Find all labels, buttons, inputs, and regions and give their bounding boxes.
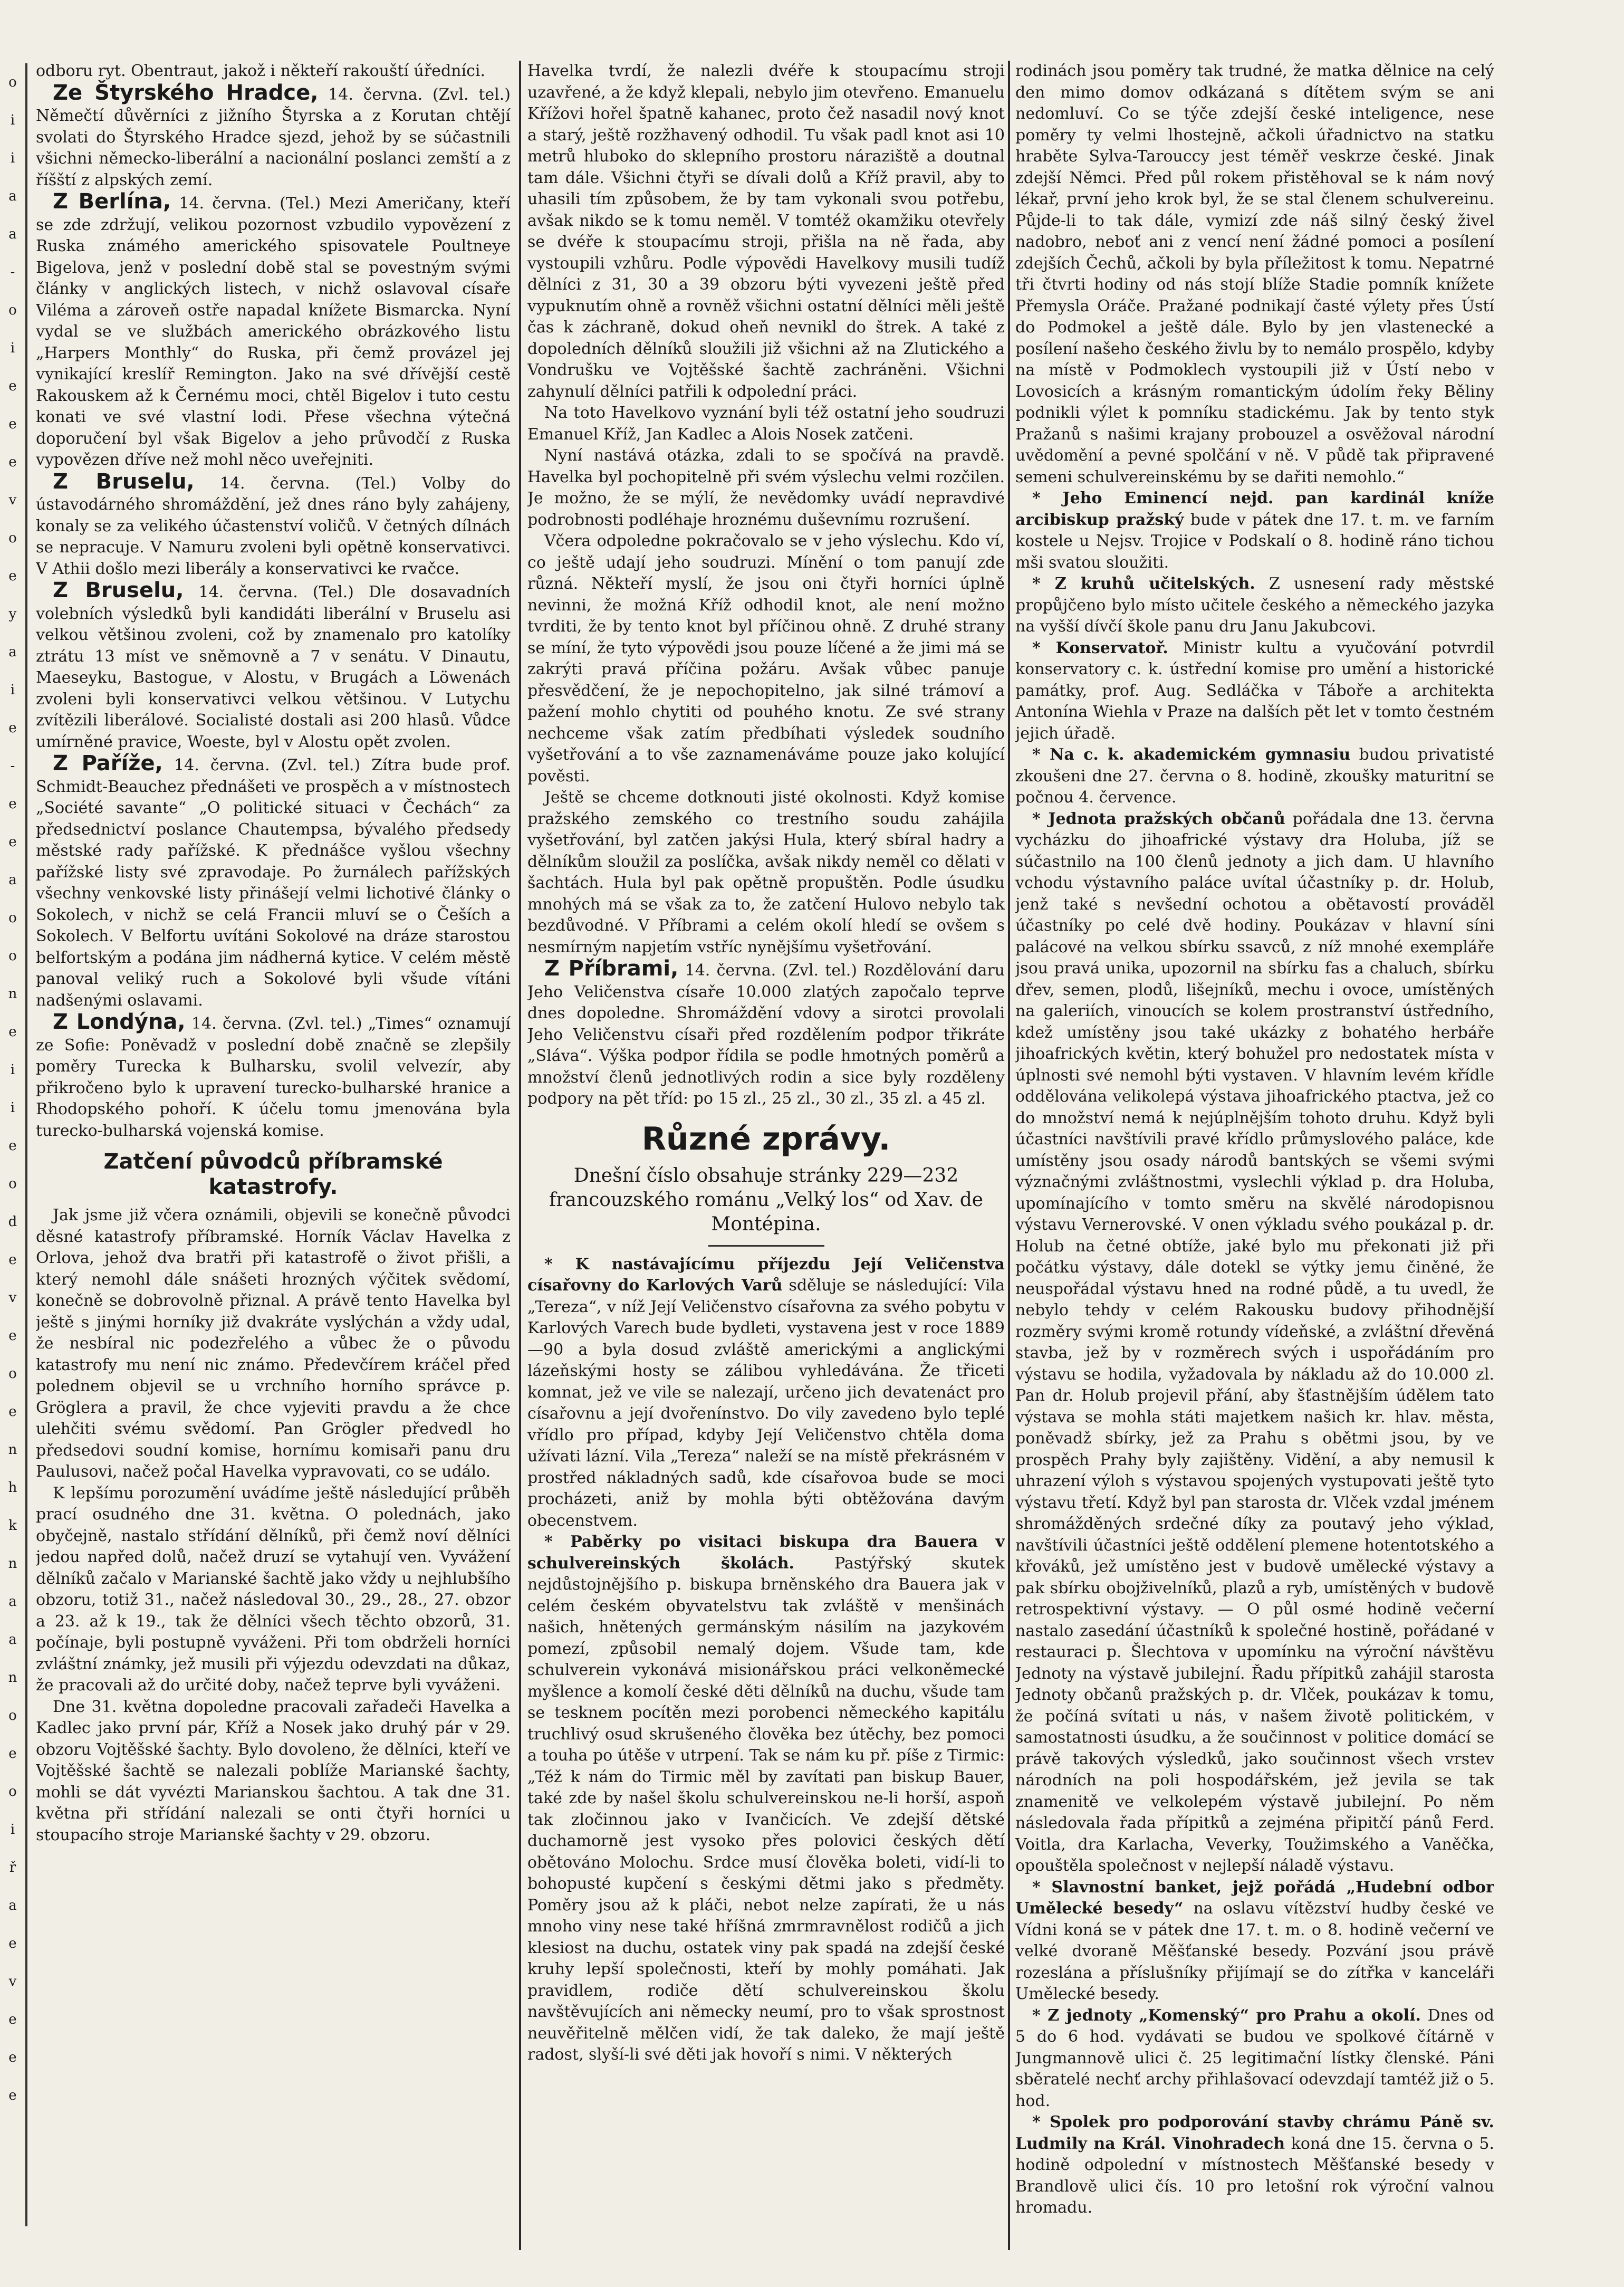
margin-letter: v <box>8 1974 17 1989</box>
item-spolek-heading: * Spolek pro podporování stavby chrámu Páně sv. Ludmily na Král. Vinohradech <box>1015 2113 1494 2153</box>
margin-letter: i <box>10 112 15 128</box>
item-komensky-heading: * Z jednoty „Komenský“ pro Prahu a okolí. <box>1032 2006 1421 2025</box>
intro-paragraph: odboru ryt. Obentraut, jakož i někteří rakouští úředníci. <box>36 62 486 80</box>
item-unity-text: pořádala dne 13. června vycházku do jihoafrické výstavy dra Holuba, jíž se súčastnilo na 100 členů jednoty a jich dam. U hlavního vchodu výstavního paláce uvítal účastníky p. dr. Holub, jenž také s nevšední ochotou a obětavostí prováděl účastníky po celé dvě hodiny. Poukázav v hlavní síni palácové na velkou sbírku ssavců, z níž mnohé exempláře jsou pravá unika, upozornil na sbírku fas a chaluch, sbírku dřev, semen, plodů, lišejníků, mechu i ovoce, umístěných na galeriích, vinoucích se kolem prostranství ústředního, kdež umístěny jsou také ukázky z bohatého herbáře jihoafrických květin, který bohužel pro nedostatek místa v úplnosti své nemohl býti vystaven. V hlavním levém křídle oddělována velikolepá výstava jihoafrického ptactva, jež co do množství nemá k nejúplnějším tohoto druhu. Když byli účastníci navštívili pravé křídlo průmyslového paláce, kde umístěny jsou osady národů bantských se všemi svými význačnými zvláštnostmi, vyslechli výklad p. dra Holuba, upomínajícího v tomto směru na skvělé národopisnou výstavu Vernerovské. V onen výkladu svého poukázal p. dr. Holub na četné obtíže, jaké bylo mu překonati již při počátku výstavy, dále dotekl se výtky jemu činěné, že neuspořádal výstavu hned na rodné půdě, a tu uvedl, že nebylo tehdy v celém Rakousku budovy přihodnější rozměry svými kromě rotundy vídeňské, a zvláštní dřevěná stavba, jež by v rozměrech svých i uspořádáním pro výstavu se hodila, vyžadovala by nákladu až do 10.000 zl. Pan dr. Holub projevil přání, aby šťastnějším údělem tato výstava se mohla státi majetkem našich kr. hlav. města, poněvadž sbírky, jež za Prahu s obětmi jsou, by ve prospěch Prahy byly zajištěny. Vidění, a aby nemusil k uhrazení výloh s výstavou spojených vystupovati ještě tyto výstavu třetí. Když byl pan starosta dr. Vlček vzdal jménem shromážděných srdečné díky za poutavý jeho výklad, navštívili účastníci ještě oddělení plemene hotentotského a křováků, jež umístěno jest v budově umělecké výstavy a pak sbírku obojživelníků, plazů a ryb, umístěných v budově retrospektivní výstavy. — O půl osmé hodině večerní nastalo zasedání účastníků k společné hostině, pořádané v restauraci p. Šlechtova v upomínku na výroční návštěvu Jednoty na výstavě jubilejní. Řadu přípitků zahájil starosta Jednoty občanů pražských p. dr. Vlček, poukázav k tomu, že počíná svítati u nás, v našem životě politickém, v samostatnosti úsudku, a že součinnost v politice domácí se právě takových výsledků, jako součinnost všech vrstev národních na poli hospodářském, jež jevila se tak znamenitě ve velkolepém výstavě jubilejní. Po něm následovala řada přípitků a zejména připitčí pánů Ferd. Voitla, dra Karlacha, Veverky, Toužimského a Vaněčka, opouštěla společnost v nejlepší náladě výstavu. <box>1015 809 1494 1875</box>
arrest-paragraph-5: Na toto Havelkovo vyznání byli též ostatní jeho soudruzi Emanuel Kříž, Jan Kadlec a Alois Nosek zatčeni. <box>527 404 1005 444</box>
margin-letter: i <box>10 1062 15 1078</box>
margin-letter: d <box>8 1214 17 1230</box>
arrest-paragraph-6: Nyní nastává otázka, zdali to se spočívá na pravdě. Havelka byl pochopitelně při svém výslechu velmi rozčilen. Je možno, že se mýlí, že nevědomky uvádí nepravdivé podrobnosti podléhaje hroznému duševnímu rozrušení. <box>527 446 1005 529</box>
margin-letter: i <box>10 340 15 356</box>
margin-letter: o <box>8 910 17 926</box>
item-unity <box>1015 809 1494 1877</box>
item-cardinal <box>1015 488 1494 573</box>
item-bauer-text: Pastýřský skutek nejdůstojnějšího p. biskupa brněnského dra Bauera jak v celém českém obyvatelstvu tak zvláště v menšinách našich, hnětených germánským násilím na jazykovém pomezí, způsobil nemalý dojem. Všude tam, kde schulverein vykonává misionářskou práci velkoněmecké myšlence a komolí české děti dělníků na duchu, všude tam se tesknem pocítěn mezi porobenci německého kapitálu truchlivý osud skrušeného člověka bez útěchy, bez pomoci a touha po útěše v utrpení. Tak se nám ku př. píše z Tirmic: „Též k nám do Tirmic měl by zavítati pan biskup Bauer, také zde by našel školu schulvereinskou ne-li horší, aspoň tak zločinnou jako v Ivančicích. Ve zdejší dětské duchamorně jest vysoko přes polovici českých dětí obětováno Molochu. Srdce musí člověka boleti, vidí-li to bohopusté kupčení s českými dětmi jako s předměty. Poměry jsou až k pláči, nebot nelze zapírati, že u nás mnoho viny nese také hříšná zmrmravnělost rodičů a jich klesiost na duchu, ostatek viny pak spadá na zdejší české kruhy lepší společnosti, kteří by mohly pomáhati. Jak pravidlem, rodiče dětí schulvereinskou školu navštěvujících ani německy neumí, pro to však sprostnost neuvěřitelně mělčen vidí, že tak daleko, že mají ještě radost, slyší-li své děti jak hovoří s nimi. V některých <box>527 1554 1005 2064</box>
article-brussels-1-text: 14. června. (Tel.) Volby do ústavodárného shromáždění, jež dnes ráno byly zahájeny, konaly se za velikého účastenství voličů. V četných dílnách se nepracuje. V Namuru zvoleni byli opětně konservativci. V Athii došlo mezi liberály a konservativci ke rvačce. <box>36 474 511 578</box>
item-gymnasium-heading: * Na c. k. akademickém gymnasiu <box>1032 745 1351 764</box>
novel-notice: Dnešní číslo obsahuje stránky 229—232 francouzského románu „Velký los“ od Xav. de Montépina. <box>549 1164 984 1235</box>
margin-letter: i <box>10 150 15 166</box>
margin-letter: n <box>8 1442 17 1458</box>
item-bauer <box>527 1532 1005 2066</box>
item-conservatory-heading: * Konservatoř. <box>1032 638 1168 657</box>
margin-letter: a <box>8 226 17 242</box>
item-banquet <box>1015 1877 1494 2005</box>
article-styria-text: 14. června. (Zvl. tel.) Němečtí důvěrníci z jižního Štyrska a z Korutan chtějí svolati do Štyrského Hradce sjezd, jehož by se súčastnili všichni německo-liberální a nacionální poslanci zemští a z říšští z alpských zemí. <box>36 85 511 189</box>
dateline-berlin: Z Berlína, <box>53 189 171 214</box>
separator-rule <box>708 1245 824 1247</box>
margin-letter: a <box>8 644 17 660</box>
item-spolek <box>1015 2112 1494 2219</box>
item-gymnasium-text: budou privatisté zkoušeni dne 27. června o 8. hodině, zkoušky maturitní se počnou 4. července. <box>1015 745 1494 807</box>
item-bauer-continued: rodinách jsou poměry tak trudné, že matka dělnice na celý den mimo domov odkázaná s dítětem svým se ani nedomluví. Co se týče zdejší české inteligence, nese poměry ty velmi lhostejně, ačkoli úřadnictvo na statku hraběte Sylva-Tarouccy jest téměř veskrze české. Jinak zdejší Němci. Před půl rokem přistěhoval se k nám nový lékař, první jeho krok byl, že se stal členem schulvereinu. Půjde-li to tak dále, vymizí zde náš silný český živel nadobro, neboť ani z vencí není žádné pomoci a posílení zdejších Čechů, ačkoli by byla příležitost k tomu. Nepatrné tři čtvrti hodiny od nás stojí blíže Stadie pomník knížete Přemysla Oráče. Pražané podnikají časté výlety přes Ústí do Podmokel a ještě dále. Bylo by jen vlastenecké a posílení našeho českého živlu by to nemálo prospělo, kdyby na místě v Podmoklech vystoupili již v Ústí nebo v Lovosicích a krásným romantickým údolím řeky Běliny podnikli výlet k pomníku stadickému. Jak by tento styk Pražanů s našimi krajany probouzel a osvěžoval národní uvědomění a pevné spolčání v ně. V půdě tak připravené semeni schulvereinskému by se dařiti nemohlo.“ <box>1015 62 1494 486</box>
article-paris <box>36 753 511 1011</box>
margin-letter: a <box>8 188 17 204</box>
margin-letter: o <box>8 948 17 964</box>
article-pribram-text: 14. června. (Zvl. tel.) Rozdělování daru Jeho Veličenstva císaře 10.000 zlatých započalo teprve dnes dopoledne. Shromáždění vdovy a sirotci provolali Jeho Veličenstvu císaři před rozdělením podpor třikráte „Sláva“. Výška podpor řídila se podle hmotných poměrů a množství členů jednotlivých rodin a sice byly rozděleny podpory na pět tříd: po 15 zl., 25 zl., 30 zl., 35 zl. a 45 zl. <box>527 961 1005 1108</box>
margin-letter: o <box>8 302 17 318</box>
column-1 <box>36 61 511 2250</box>
margin-letter: e <box>8 454 17 470</box>
item-teachers-heading: * Z kruhů učitelských. <box>1032 575 1255 593</box>
arrest-paragraph-4: Havelka tvrdí, že nalezli dvéře k stoupacímu stroji uzavřené, a že když klepali, nebylo jim otevřeno. Emanuelu Křížovi hořel špatně kahanec, proto čež nasadil nový knot a starý, ještě rozžhavený odhodil. Tu však padl knot asi 10 metrů hluboko do sklepního prostoru náraziště a doutnal tam dále. Všichni čtyři se dívali dolů a Kříž pravil, aby to uhasili tím způsobem, že by tam vykonali svou potřebu, avšak nikdo se k tomu neměl. V tomtéž okamžiku otevřely se dvéře k stoupacímu stroji, přišla na ně řada, aby vystoupili vzhůru. Podle výpovědi Havelkovy musili tudíž dělníci z 31, 30 a 39 obzoru býti vyvezeni ještě před vypuknutím ohně a rovněž všichni ostatní dělníci měli ještě čas k záchraně, dokud oheň nevnikl do štrek. A také z dopoledních dělníků sloužili již všichni až na Zlutického a Vondrušku ve Vojtěšské šachtě zachráněni. Všichni zahynulí dělníci patřili k odpolední práci. <box>527 62 1005 401</box>
margin-letter: e <box>8 1328 17 1344</box>
arrest-paragraph-1: Jak jsme již včera oznámili, objevili se konečně původci děsné katastrofy příbramské. Horník Václav Havelka z Orlova, jehož dva bratři při katastrofě o život přišli, a který nemohl dále snášeti hrozných výčitek svědomí, konečně se dobrovolně přiznal. A právě tento Havelka byl ještě s jinými horníky již dvakráte vyslýchán a vždy udal, že nesbíral nic podezřelého a vůbec že o původu katastrofy mu není nic známo. Předevčírem kráčel před polednem objevil se u vrchního horního správce p. Gröglera a pravil, že chce vyjeviti pravdu a že chce ulehčiti svému svědomí. Pan Grögler předvedl ho předsedovi soudní komise, hornímu komisaři panu dru Paulusovi, načež počal Havelka vypravovati, co se událo. <box>36 1206 511 1481</box>
dateline-styria: Ze Štyrského Hradce, <box>53 80 319 105</box>
margin-letter: i <box>10 1100 15 1116</box>
item-teachers <box>1015 573 1494 638</box>
item-cardinal-text: bude v pátek dne 17. t. m. ve farním kostele u Nejsv. Trojice v Podskalí o 8. hodině ráno tichou mši svatou sloužiti. <box>1015 510 1494 572</box>
arrest-paragraph-8: Ještě se chceme dotknouti jisté okolnosti. Když komise pražského zemského co trestního soudu zahájila vyšetřování, byl zatčen jakýsi Hula, který sbíral hadry a dělníkům sloužil za poslíčka, avšak nikdy neměl co dělati v šachtách. Hula byl pak opětně propuštěn. Podle úsudku mnohých má se však za to, že zatčení Hulovo nebylo tak bezdůvodné. V Příbrami a celém okolí hledí se ovšem s nesmírným napjetím vstříc nynějšímu vyšetřování. <box>527 788 1005 956</box>
margin-letter: e <box>8 2088 17 2103</box>
arrest-paragraph-7: Včera odpoledne pokračovalo se v jeho výslechu. Kdo ví, co ještě udají jeho soudruzi. Mínění o tom panují zde různá. Někteří myslí, že jsou oni čtyři horníci úplně nevinni, že možná Kříž odhodil knot, ale není možno tvrditi, že by tento knot byl příčinou ohně. Z druhé strany se míní, že tyto výpovědi jsou pouze líčené a že jimi má se zakrýti pravá příčina požáru. Avšak vůbec panuje přesvědčení, že je nepochopitelno, jak silné trámoví a pažení mohlo chytiti od pouhého knotu. Ze své strany nechceme však zatím předbíhati výsledek soudního vyšetřování a to vše zaznamenáváme pouze jako kolující pověsti. <box>527 532 1005 786</box>
previous-page-margin <box>0 63 27 2226</box>
item-bauer-heading: * Paběrky po visitaci biskupa dra Bauera v schulvereinských školách. <box>527 1533 1005 1573</box>
margin-letter: a <box>8 1632 17 1648</box>
item-spolek-text: koná dne 15. června o 5. hodině odpolední v místnostech Měšťanské besedy v Brandlově ulici čís. 10 pro letošní rok výroční valnou hromadu. <box>1015 2134 1494 2217</box>
margin-letter: e <box>8 1936 17 1951</box>
item-teachers-text: Z usnesení rady městské propůjčeno bylo místo učitele českého a německého jazyka na vyšší dívčí škole panu dru Janu Jakubcovi. <box>1015 575 1494 636</box>
dateline-brussels-1: Z Bruselu, <box>53 469 195 494</box>
article-paris-text: 14. června. (Zvl. tel.) Zítra bude prof. Schmidt-Beauchez přednášeti ve prospěch a v místnostech „Société savante“ „O politické situaci v Čechách“ za předsednictví poslance Chautempsa, bývalého předsedy městské rady pařížské. K přednášce vyšlou všechny pařížské listy své zpravodaje. Po žurnálech pařížských všechny venkovské listy přinášejí velmi lichotivé články o Sokolech, v nichž se celá Francii mluví se o Češích a Sokolech. V Belfortu uvítáni Sokolové na dráze starostou belfortským a podána jim nádherná kytice. V celém městě panoval veliký ruch a Sokolové byli všude vítáni nadšenými oslavami. <box>36 756 511 1010</box>
item-karlsbad <box>527 1254 1005 1532</box>
column-2 <box>527 61 1005 2250</box>
dateline-paris: Z Paříže, <box>53 751 163 776</box>
column-rule-right <box>1008 61 1010 2250</box>
margin-letter: i <box>10 682 15 698</box>
item-conservatory <box>1015 638 1494 745</box>
margin-letter: e <box>8 1024 17 1040</box>
margin-letter: v <box>8 492 17 508</box>
margin-letter: e <box>8 796 17 812</box>
item-cardinal-heading: * Jeho Eminencí nejd. pan kardinál kníže arcibiskup pražský <box>1015 489 1494 529</box>
margin-letter: o <box>8 530 17 546</box>
margin-letter: e <box>8 720 17 736</box>
section-heading-news: Různé zprávy. <box>641 1120 891 1157</box>
article-brussels-1 <box>36 471 511 580</box>
margin-letter: o <box>8 1708 17 1724</box>
margin-letter: e <box>8 834 17 850</box>
article-brussels-2-text: 14. června. (Tel.) Dle dosavadních volebních výsledků byli kandidáti liberální v Bruselu asi velkou většinou zvoleni, což by znamenalo pro katolíky ztrátu 13 míst ve sněmovně a 7 v senátu. V Dinautu, Maeseyku, Bastogue, v Alostu, v Brugách a Löwenách zvoleni byli konservativci velkou většinou. V Lutychu zvítězili liberálové. Socialisté dostali asi 200 hlasů. Vůdce umírněné pravice, Woeste, byl v Alostu opět zvolen. <box>36 583 511 751</box>
item-komensky-text: Dnes od 5 do 6 hod. vydávati se budou ve spolkové čítárně v Jungmannově ulici č. 25 legitimační lístky členské. Páni sběratelé nechť archy přihlašovací odevzdají tamtéž již o 5. hod. <box>1015 2006 1494 2110</box>
item-banquet-heading: * Slavnostní banket, jejž pořádá „Hudební odbor Umělecké besedy“ <box>1015 1878 1494 1918</box>
article-brussels-2 <box>36 580 511 753</box>
arrest-paragraph-3: Dne 31. května dopoledne pracovali zařadeči Havelka a Kadlec jako první pár, Kříž a Nosek jako druhý pár v 29. obzoru Vojtěšské šachty. Bylo dovoleno, že dělníci, kteří ve Vojtěšské šachtě se nalezali poblíže Marianské šachty, mohli se dát vyvézti Marianskou šachtou. A tak dne 31. května při střídání nalezali se onti čtyři horníci u stoupacího stroje Marianské šachty v 29. obzoru. <box>36 1697 511 1844</box>
margin-letter: e <box>8 1252 17 1268</box>
arrest-headline: Zatčení původců příbramské katastrofy. <box>103 1150 443 1199</box>
item-karlsbad-heading: * K nastávajícímu příjezdu Její Veličenstva císařovny do Karlových Varů <box>527 1255 1005 1295</box>
article-styria <box>36 82 511 192</box>
dateline-brussels-2: Z Bruselu, <box>53 578 184 602</box>
arrest-paragraph-2: K lepšímu porozumění uvádíme ještě následující průběh prací osudného dne 31. května. O polednách, jako obyčejně, nastalo střídání dělníků, při čemž noví dělníci jedou napřed dolů, načež druzí se vytahují ven. Vyvážení dělníků začalo v Marianské šachtě jako vždy u nejhlubšího obzoru, totiž 31., načež následoval 30., 29., 28., 27. obzor a 23. až k 19., tak že dělníci všech těchto obzorů, 31. počínaje, byli postupně vyváženi. Při tom obdrželi horníci zvláštní známky, jež musili při výjezdu odevzdati na důkaz, že pracovali až do určité doby, načež teprve byli vyváženi. <box>36 1484 511 1695</box>
margin-letter: - <box>10 758 15 774</box>
column-rule-left <box>519 61 521 2250</box>
item-komensky <box>1015 2005 1494 2112</box>
article-london <box>36 1011 511 1142</box>
column-3 <box>1015 61 1494 2250</box>
margin-letter: e <box>8 1404 17 1420</box>
dateline-london: Z Londýna, <box>53 1010 186 1034</box>
item-unity-heading: * Jednota pražských občanů <box>1032 809 1285 828</box>
margin-letter: - <box>10 264 15 280</box>
margin-letter: e <box>8 568 17 584</box>
margin-letter: e <box>8 378 17 394</box>
dateline-pribram: Z Příbrami, <box>544 956 679 981</box>
margin-letter: o <box>8 74 17 90</box>
margin-letter: e <box>8 416 17 432</box>
article-london-text: 14. června. (Zvl. tel.) „Times“ oznamují ze Sofie: Poněvadž v poslední době značně se zlepšily poměry Turecka k Bulharsku, svolil velvezír, aby přikročeno bylo k upravení turecko-bulharské hranice a Rhodopského pohoří. K účelu tomu jmenována byla turecko-bulharská vojenská komise. <box>36 1015 511 1140</box>
margin-letter: e <box>8 1746 17 1762</box>
margin-letter: n <box>8 1670 17 1686</box>
item-gymnasium <box>1015 744 1494 809</box>
article-berlin <box>36 191 511 471</box>
margin-letter: y <box>8 606 17 622</box>
margin-letter: h <box>8 1480 17 1496</box>
margin-letter: i <box>10 1822 15 1838</box>
margin-letter: a <box>8 872 17 888</box>
margin-letter: n <box>8 1556 17 1572</box>
margin-letter: a <box>8 1898 17 1913</box>
margin-letter: e <box>8 2012 17 2027</box>
margin-letter: o <box>8 1784 17 1800</box>
item-conservatory-text: Ministr kultu a vyučování potvrdil konservatory c. k. ústřední komise pro umění a historické památky, prof. Aug. Sedláčka v Táboře a architekta Antonína Wiehla v Praze na dalších pět let v tomto čestném jejich úřadě. <box>1015 638 1494 743</box>
article-pribram <box>527 958 1005 1110</box>
item-karlsbad-text: sděluje se následující: Vila „Tereza“, v níž Její Veličenstvo císařovna za svého pobytu v Karlových Varech bude bydleti, vystavena jest v roce 1889—90 a byla dosud zvláště americkými a anglickými lázeňskými hosty se zálibou vyhledávána. Že třiceti komnat, jež ve vile se nalezají, určeno jich devatenáct pro císařovnu a její dvořenínstvo. Do vily zavedeno bylo teplé vřídlo pro případ, kdyby Její Veličenstvo chtěla doma užívati lázní. Vila „Tereza“ naleží se na místě překrásném v prostřed nákladných sadů, kde císařovoa bude se moci procházeti, aniž by mohla býti obtěžována davým obecenstvem. <box>527 1276 1005 1530</box>
item-banquet-text: na oslavu vítězství hudby české ve Vídni koná se v pátek dne 17. t. m. o 8. hodině večerní ve velké dvoraně Měšťanské besedy. Pozvání jsou právě rozeslána a příslušníky přijímají se do zítřka v kanceláři Umělecké besedy. <box>1015 1899 1494 2003</box>
margin-letter: v <box>8 1290 17 1306</box>
margin-letter: e <box>8 2050 17 2065</box>
margin-letter: ř <box>9 1860 16 1875</box>
margin-letter: n <box>8 986 17 1002</box>
article-berlin-text: 14. června. (Tel.) Mezi Američany, kteří se zde zdržují, velikou pozornost vzbudilo vypovězení z Ruska známého amerického spisovatele Poultneye Bigelova, jenž v poslední době stal se povestným svými články v anglických listech, v nichž oslavoval císaře Viléma a zároveň ostře napadal knížete Bismarcka. Nyní vydal se ve službách amerického obrázkového listu „Harpers Monthly“ do Ruska, při čemž provázel jej vynikající kreslíř Remington. Jako na své dřívější cestě Rakouskem až k Černému moci, chtěl Bigelov i tuto cestu konati ve své vlastní lodi. Přese všechna výtečná doporučení byl však Bigelov a jeho průvodčí z Ruska vypovězen dříve než mohl něco uveřejniti. <box>36 194 511 469</box>
margin-letter: o <box>8 1176 17 1192</box>
margin-letter: k <box>8 1518 17 1534</box>
margin-letter: e <box>8 1138 17 1154</box>
margin-letter: a <box>8 1594 17 1610</box>
margin-letter: o <box>8 1366 17 1382</box>
